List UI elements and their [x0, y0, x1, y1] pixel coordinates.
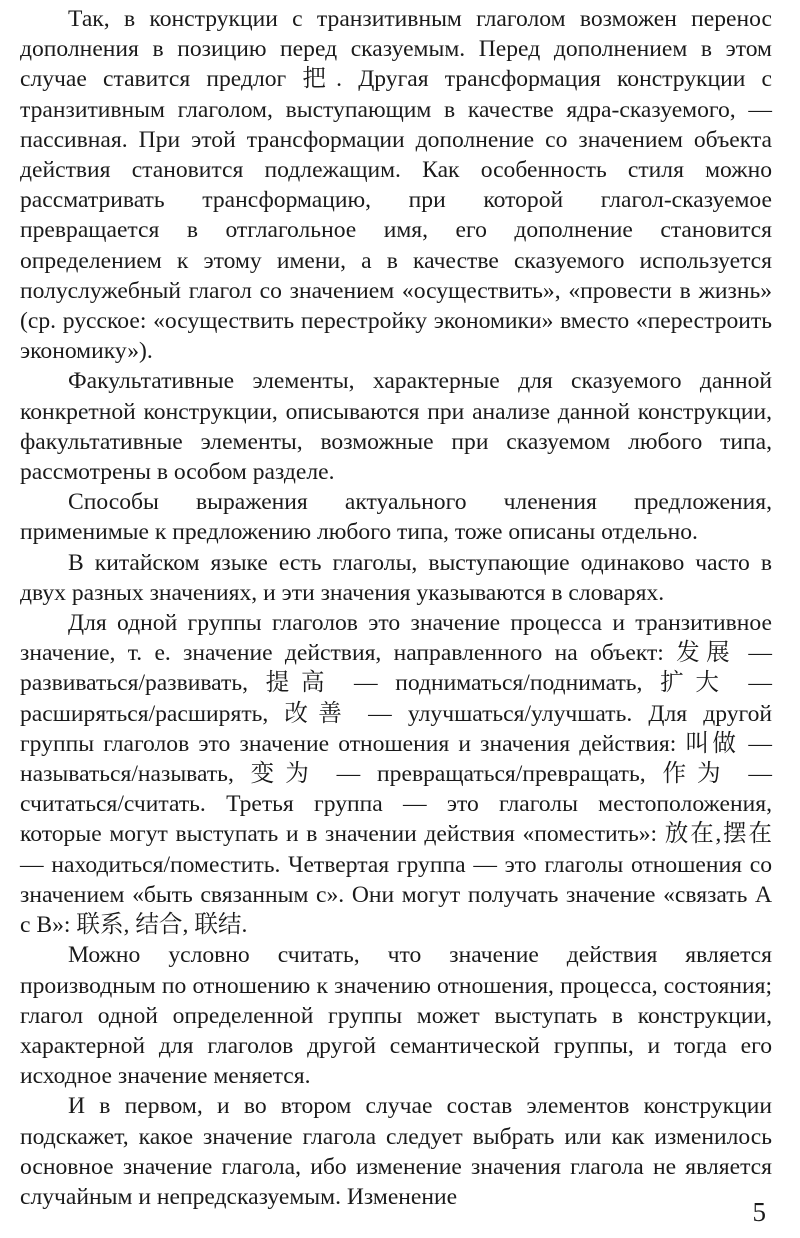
paragraph: В китайском языке есть глаголы, выступающие одинаково часто в двух разных значениях, и эти значения указываются в словарях. [20, 549, 772, 606]
page-number: 5 [752, 1197, 766, 1227]
paragraph: Способы выражения актуального членения предложения, применимые к предложению любого типа, тоже описаны отдельно. [20, 489, 772, 546]
paragraph: Для одной группы глаголов это значение процесса и транзитивное значение, т. е. значение действия, направленного на объект: 发展 — развиваться/развивать, 提高 — подниматься/поднимать, 扩大 — расширяться/расширять, 改善 — улучшаться/улучшать. Для другой группы глаголов это значение отношения и значения действия: 叫做 — называться/называть, 变为 — превращаться/превращать, 作为 — считаться/считать. Третья группа — это глаголы местоположения, которые могут выступать и в значении действия «поместить»: 放在,摆在 — находиться/поместить. Четвертая группа — это глаголы отношения со значением «быть связанным с». Они могут получать значение «связать А с В»: 联系, 结合, 联结. [20, 610, 772, 939]
paragraph: И в первом, и во втором случае состав элементов конструкции подскажет, какое значение глагола следует выбрать или как изменилось основное значение глагола, ибо изменение значения глагола не является случайным и непредсказуемым. Изменение [20, 1093, 772, 1210]
paragraph: Факультативные элементы, характерные для сказуемого данной конкретной конструкции, описываются при анализе данной конструкции, факультативные элементы, возможные при сказуемом любого типа, рассмотрены в особом разделе. [20, 368, 772, 486]
paragraph: Так, в конструкции с транзитивным глаголом возможен перенос дополнения в позицию перед сказуемым. Перед дополнением в этом случае ставится предлог 把. Другая трансформация конструкции с транзитивным глаголом, выступающим в качестве ядра-сказуемого, — пассивная. При этой трансформации дополнение со значением объекта действия становится подлежащим. Как особенность стиля можно рассматривать трансформацию, при которой глагол-сказуемое превращается в отглагольное имя, его дополнение становится определением к этому имени, а в качестве сказуемого используется полуслужебный глагол со значением «осуществить», «провести в жизнь» (ср. русское: «осуществить перестройку экономики» вместо «перестроить экономику»). [20, 6, 772, 365]
paragraph: Можно условно считать, что значение действия является производным по отношению к значению отношения, процесса, состояния; глагол одной определенной группы может выступать в конструкции, характерной для глаголов другой семантической группы, и тогда его исходное значение меняется. [20, 942, 772, 1090]
page-body [20, 4, 772, 1212]
